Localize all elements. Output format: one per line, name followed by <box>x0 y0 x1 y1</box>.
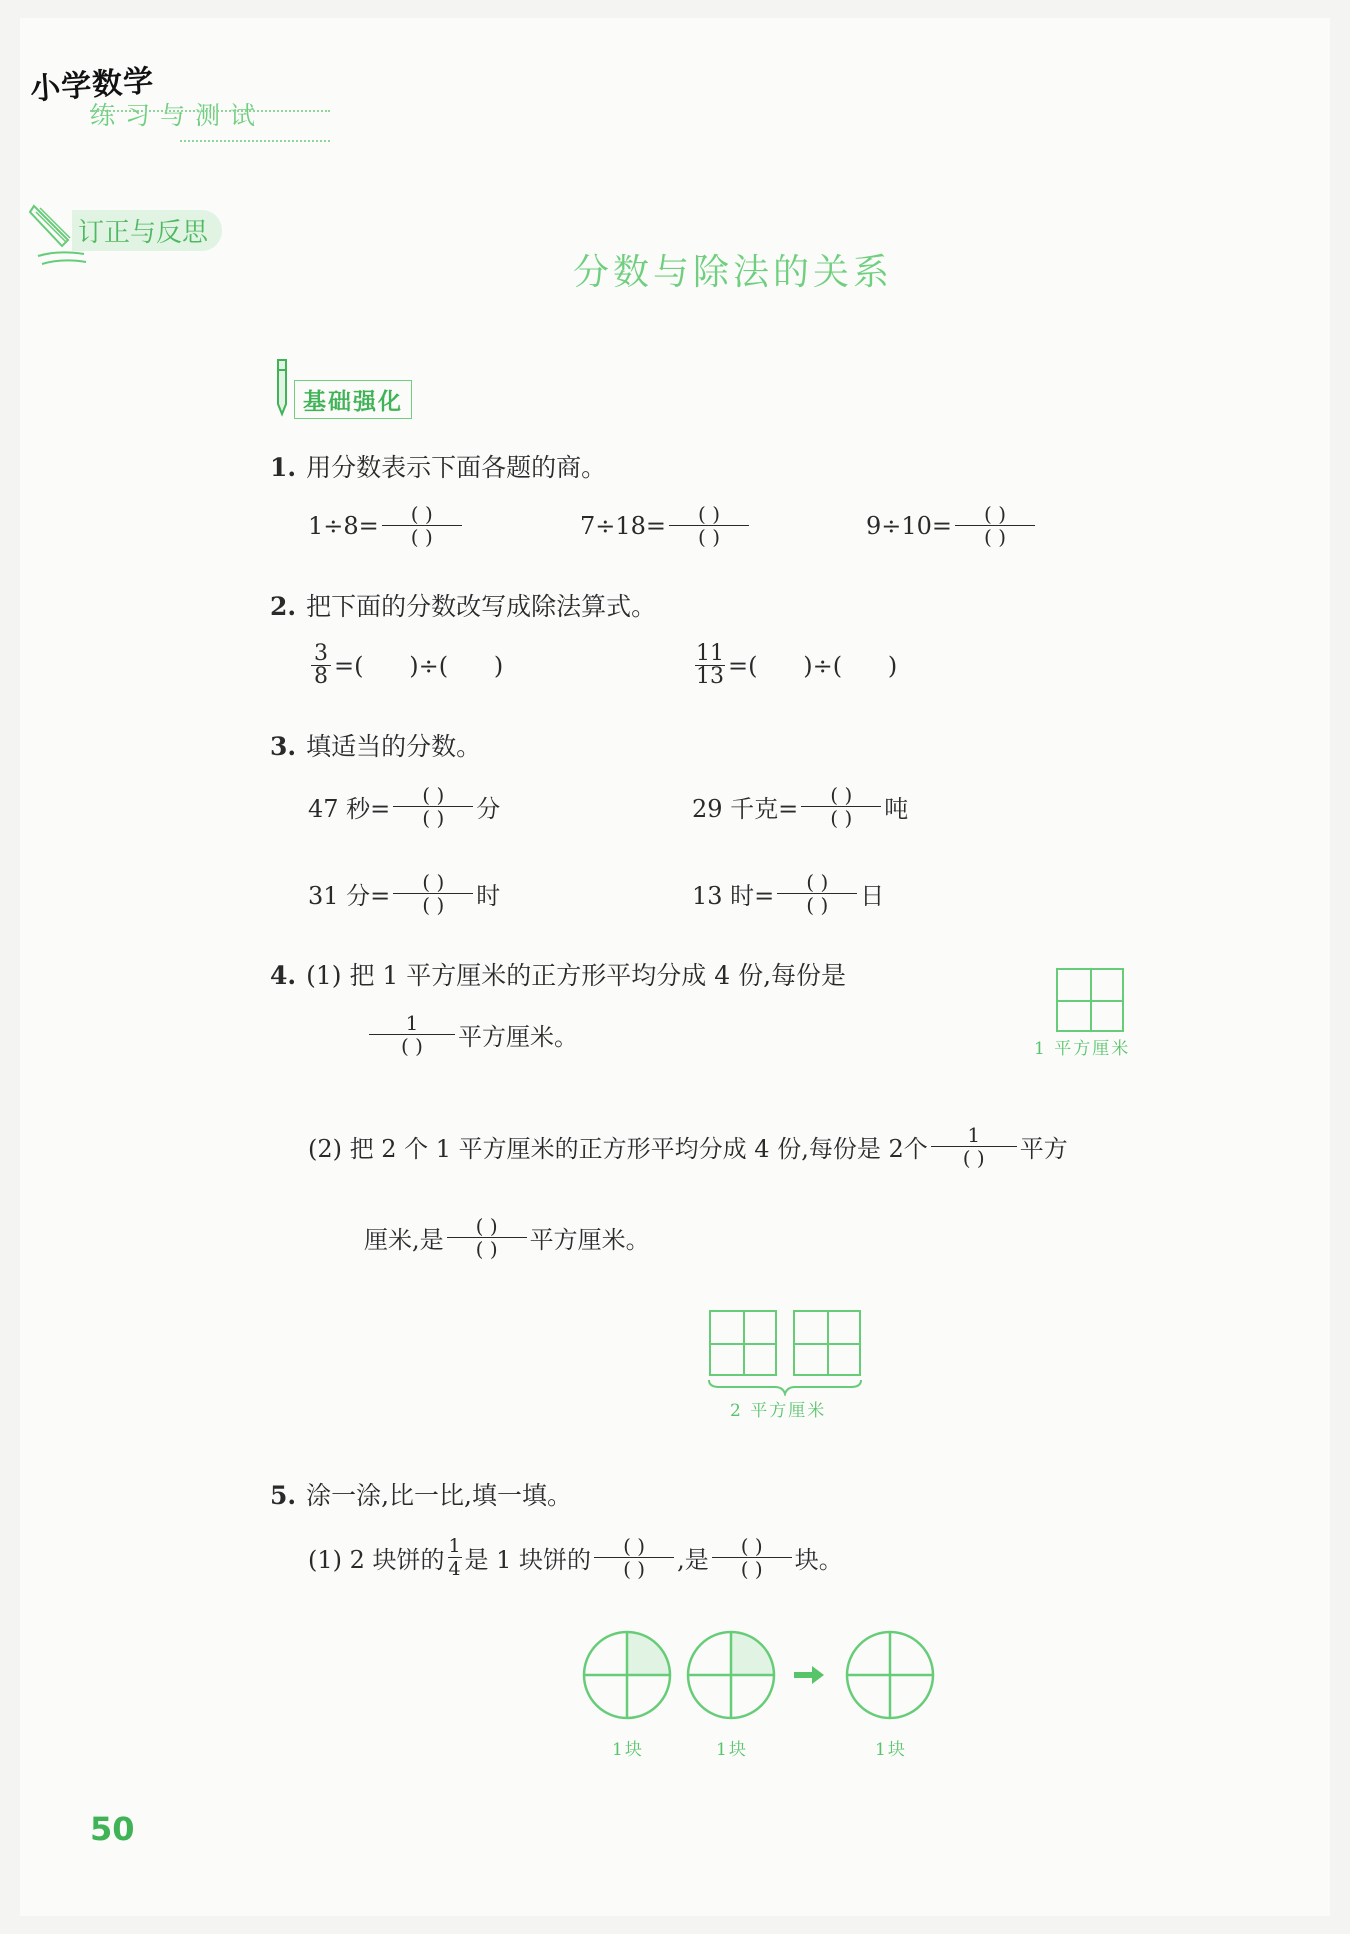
question-text: (2) 把 2 个 1 平方厘米的正方形平均分成 4 份,每份是 2个 <box>308 1135 928 1163</box>
given-fraction: $\frac{1}{4}$ <box>448 1535 461 1580</box>
q3-item-1 <box>308 784 500 829</box>
unit: 吨 <box>884 795 909 823</box>
expression: 7÷18= <box>580 511 667 540</box>
pie-label-1: 1块 <box>612 1740 644 1760</box>
expression: 29 千克= <box>692 795 799 823</box>
fraction-answer[interactable]: $\frac{( )}{( )}$ <box>393 784 473 829</box>
given-fraction: $\frac{3}{8}$ <box>311 643 331 688</box>
given-fraction: $\frac{11}{13}$ <box>696 641 724 689</box>
unit-square-diagram <box>1056 968 1124 1032</box>
q3-item-4 <box>692 871 884 916</box>
fraction-answer[interactable]: $\frac{1}{( )}$ <box>931 1124 1017 1169</box>
fraction-answer[interactable]: $\frac{1}{( )}$ <box>369 1012 455 1057</box>
question-2 <box>270 587 656 623</box>
brand-title: 小学数学 <box>29 63 156 108</box>
unit: 日 <box>860 882 885 910</box>
q3-item-3 <box>308 871 500 916</box>
fraction-answer[interactable]: $\frac{( )}{( )}$ <box>712 1535 792 1580</box>
pen-icon <box>270 358 292 426</box>
question-1 <box>270 448 606 484</box>
q4-part2 <box>308 1124 1068 1169</box>
question-number: 4. <box>270 961 297 990</box>
fraction-answer[interactable]: $\frac{( )}{( )}$ <box>801 784 881 829</box>
q4-part1-answer <box>366 1012 578 1057</box>
two-squares-caption: 2 平方厘米 <box>730 1401 827 1421</box>
unit-text: 平方 <box>1019 1135 1068 1163</box>
fraction-answer[interactable]: $\frac{( )}{( )}$ <box>669 503 749 548</box>
sidebar-tab-correction: 订正与反思 <box>72 210 222 251</box>
page-number: 50 <box>90 1810 135 1848</box>
expression: 13 时= <box>692 882 775 910</box>
unit-text: 平方厘米。 <box>529 1226 650 1254</box>
question-text: 是 1 块饼的 <box>464 1546 592 1574</box>
unit-square-diagram-a <box>709 1310 777 1376</box>
division-blanks[interactable]: =( )÷( ) <box>728 651 898 680</box>
unit-text: 块。 <box>794 1546 843 1574</box>
fraction-answer[interactable]: $\frac{( )}{( )}$ <box>382 503 462 548</box>
expression: 9÷10= <box>866 511 953 540</box>
question-number: 3. <box>270 732 297 761</box>
pie-diagram[interactable] <box>580 1628 940 1732</box>
unit-square-diagram-b <box>793 1310 861 1376</box>
q2-item-2 <box>692 643 897 688</box>
question-text: (1) 2 块饼的 <box>308 1546 445 1574</box>
section-badge: 基础强化 <box>294 380 412 419</box>
q1-item-2 <box>580 503 752 548</box>
unit: 时 <box>476 882 501 910</box>
unit-text: 平方厘米。 <box>458 1023 578 1051</box>
fraction-answer[interactable]: $\frac{( )}{( )}$ <box>447 1215 527 1260</box>
brand-subtitle: 练习与测试 <box>90 101 266 130</box>
brand-divider-2 <box>180 140 330 142</box>
q3-item-2 <box>692 784 908 829</box>
expression: 31 分= <box>308 882 391 910</box>
pie-label-3: 1块 <box>875 1740 907 1760</box>
q1-item-1 <box>308 503 465 548</box>
question-4 <box>270 956 846 992</box>
expression: 1÷8= <box>308 511 379 540</box>
division-blanks[interactable]: =( )÷( ) <box>334 651 504 680</box>
question-number: 2. <box>270 592 297 621</box>
page-title: 分数与除法的关系 <box>573 252 894 293</box>
brand-divider <box>90 110 330 112</box>
question-text: 把下面的分数改写成除法算式。 <box>306 592 657 621</box>
expression: 47 秒= <box>308 795 391 823</box>
question-5 <box>270 1476 572 1512</box>
question-3 <box>270 727 481 763</box>
question-text: 用分数表示下面各题的商。 <box>306 453 607 482</box>
unit-square-caption: 1 平方厘米 <box>1034 1039 1131 1059</box>
question-text: 厘米,是 <box>364 1226 444 1254</box>
q1-item-3 <box>866 503 1038 548</box>
q4-part2-line2 <box>364 1215 650 1260</box>
fraction-answer[interactable]: $\frac{( )}{( )}$ <box>594 1535 674 1580</box>
q5-part1 <box>308 1535 843 1580</box>
fraction-answer[interactable]: $\frac{( )}{( )}$ <box>777 871 857 916</box>
unit: 分 <box>476 795 501 823</box>
question-text: (1) 把 1 平方厘米的正方形平均分成 4 份,每份是 <box>306 961 847 990</box>
pie-label-2: 1块 <box>716 1740 748 1760</box>
q2-item-1 <box>308 643 503 688</box>
question-text: 填适当的分数。 <box>306 732 482 761</box>
fraction-answer[interactable]: $\frac{( )}{( )}$ <box>393 871 473 916</box>
fraction-answer[interactable]: $\frac{( )}{( )}$ <box>955 503 1035 548</box>
question-number: 1. <box>270 453 297 482</box>
question-text: 涂一涂,比一比,填一填。 <box>306 1481 573 1510</box>
question-number: 5. <box>270 1481 297 1510</box>
question-text: ,是 <box>677 1546 709 1574</box>
